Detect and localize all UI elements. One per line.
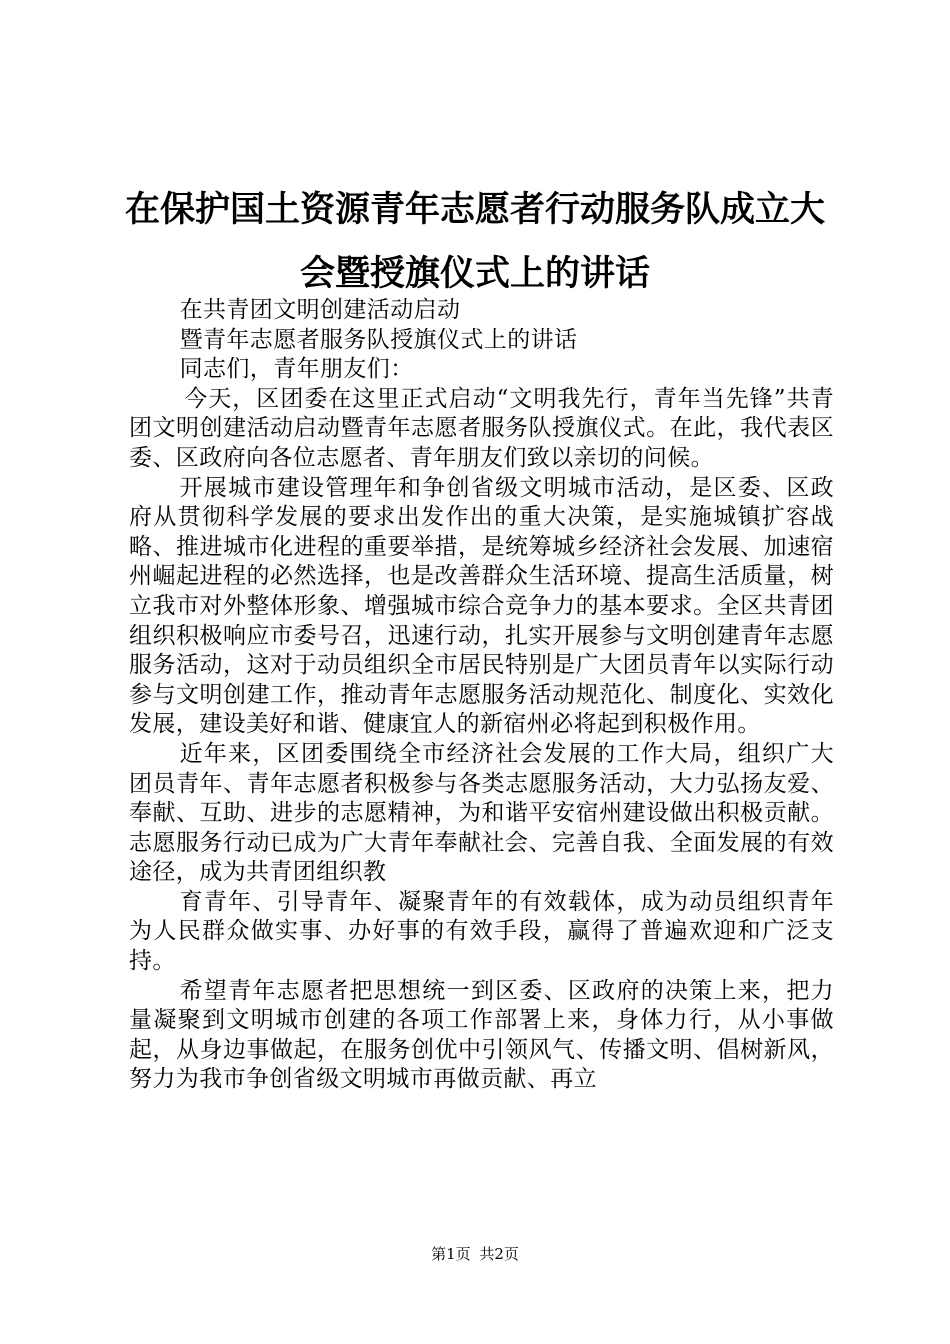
page-number: 第1页 [431,1245,471,1263]
paragraph: 开展城市建设管理年和争创省级文明城市活动，是区委、区政府从贯彻科学发展的要求出发作出的重大决策，是实施城镇扩容战略、推进城市化进程的重要举措，是统筹城乡经济社会发展、加速宿州崛起进程的必然选择，也是改善群众生活环境、提高生活质量，树立我市对外整体形象、增强城市综合竞争力的基本要求。全区共青团组织积极响应市委号召，迅速行动，扎实开展参与文明创建青年志愿服务活动，这对于动员组织全市居民特别是广大团员青年以实际行动参与文明创建工作，推动青年志愿服务活动规范化、制度化、实效化发展，建设美好和谐、健康宜人的新宿州必将起到积极作用。 [129,474,834,738]
page-footer [0,1244,950,1264]
paragraph: 育青年、引导青年、凝聚青年的有效载体，成为动员组织青年为人民群众做实事、办好事的有效手段，赢得了普遍欢迎和广泛支持。 [129,888,834,975]
title-line-1: 在保护国土资源青年志愿者行动服务队成立大 [124,190,825,230]
document-body [129,296,834,1095]
page-total: 共2页 [479,1245,519,1263]
paragraph: 同志们，青年朋友们： [179,356,414,383]
paragraph: 希望青年志愿者把思想统一到区委、区政府的决策上来，把力量凝聚到文明城市创建的各项工作部署上来，身体力行，从小事做起，从身边事做起，在服务创优中引领风气、传播文明、倡树新风，努力为我市争创省级文明城市再做贡献、再立 [129,977,834,1093]
paragraph: 在共青团文明创建活动启动 [179,297,461,323]
paragraph: 今天，区团委在这里正式启动“文明我先行，青年当先锋”共青团文明创建活动启动暨青年志愿者服务队授旗仪式。在此，我代表区委、区政府向各位志愿者、青年朋友们致以亲切的问候。 [129,385,834,471]
paragraph: 近年来，区团委围绕全市经济社会发展的工作大局，组织广大团员青年、青年志愿者积极参与各类志愿服务活动，大力弘扬友爱、奉献、互助、进步的志愿精神，为和谐平安宿州建设做出积极贡献。志愿服务行动已成为广大青年奉献社会、完善自我、全面发展的有效途径，成为共青团组织教 [129,740,834,886]
paragraph: 暨青年志愿者服务队授旗仪式上的讲话 [179,326,578,353]
title-line-2: 会暨授旗仪式上的讲话 [299,254,650,294]
document-title [0,178,950,306]
